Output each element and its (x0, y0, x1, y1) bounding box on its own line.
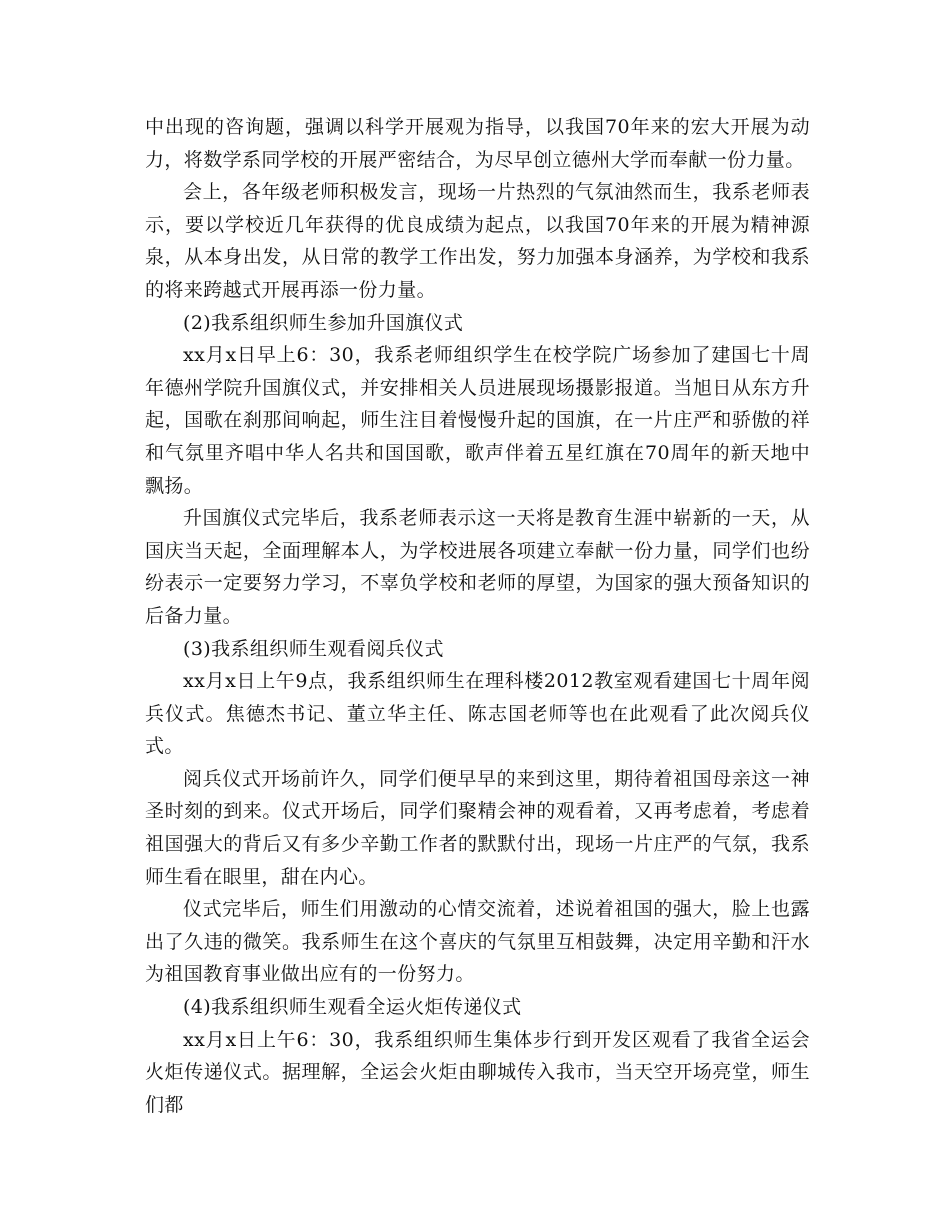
paragraph: 阅兵仪式开场前许久，同学们便早早的来到这里，期待着祖国母亲这一神圣时刻的到来。仪式开场后，同学们聚精会神的观看着，又再考虑着，考虑着祖国强大的背后又有多少辛勤工作者的默默付出，现场一片庄严的气氛，我系师生看在眼里，甜在内心。 (145, 767, 810, 888)
paragraph: 升国旗仪式完毕后，我系老师表示这一天将是教育生涯中崭新的一天，从国庆当天起，全面理解本人，为学校进展各项建立奉献一份力量，同学们也纷纷表示一定要努力学习，不辜负学校和老师的厚望，为国家的强大预备知识的后备力量。 (145, 507, 810, 627)
paragraph: 仪式完毕后，师生们用激动的心情交流着，述说着祖国的强大，脸上也露出了久违的微笑。我系师生在这个喜庆的气氛里互相鼓舞，决定用辛勤和汗水为祖国教育事业做出应有的一份努力。 (145, 898, 810, 986)
paragraph: xx月x日早上6：30，我系老师组织学生在校学院广场参加了建国七十周年德州学院升国旗仪式，并安排相关人员进展现场摄影报道。当旭日从东方升起，国歌在刹那间响起，师生注目着慢慢升起的国旗，在一片庄严和骄傲的祥和气氛里齐唱中华人名共和国国歌，歌声伴着五星红旗在70周年的新天地中飘扬。 (145, 344, 810, 497)
paragraph: 会上，各年级老师积极发言，现场一片热烈的气氛油然而生，我系老师表示，要以学校近几年获得的优良成绩为起点，以我国70年来的开展为精神源泉，从本身出发，从日常的教学工作出发，努力加强本身涵养，为学校和我系的将来跨越式开展再添一份力量。 (145, 181, 810, 301)
paragraph: xx月x日上午9点，我系组织师生在理科楼2012教室观看建国七十周年阅兵仪式。焦德杰书记、董立华主任、陈志国老师等也在此观看了此次阅兵仪式。 (145, 670, 810, 758)
paragraph: xx月x日上午6：30，我系组织师生集体步行到开发区观看了我省全运会火炬传递仪式。据理解，全运会火炬由聊城传入我市，当天空开场亮堂，师生们都 (145, 1028, 810, 1116)
section-heading: (3)我系组织师生观看阅兵仪式 (183, 637, 444, 660)
section-heading: (2)我系组织师生参加升国旗仪式 (183, 311, 464, 334)
paragraph: 中出现的咨询题，强调以科学开展观为指导，以我国70年来的宏大开展为动力，将数学系同学校的开展严密结合，为尽早创立德州大学而奉献一份力量。 (145, 116, 810, 171)
section-heading: (4)我系组织师生观看全运火炬传递仪式 (183, 996, 522, 1019)
document-page (145, 111, 810, 1121)
